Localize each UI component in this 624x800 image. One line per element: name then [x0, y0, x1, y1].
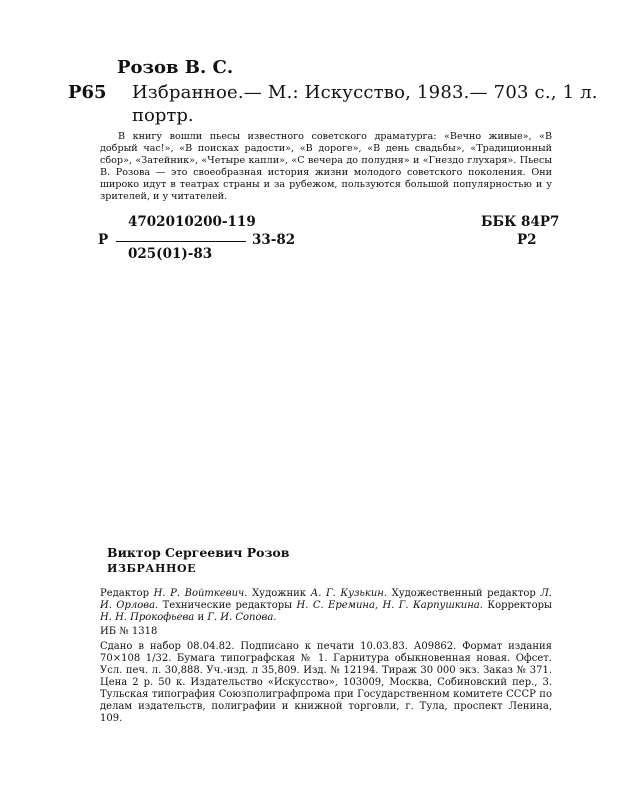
author-heading: Розов В. С.	[117, 57, 234, 78]
proofreader-name-1: Н. Н. Прокофьева	[100, 612, 195, 623]
art-editor-name: Л. И. Орлова.	[100, 588, 552, 611]
art-editor-label: Художественный редактор	[391, 588, 536, 599]
editor-label: Редактор	[100, 588, 149, 599]
editor-name: Н. Р. Войткевич.	[153, 588, 248, 599]
bibliographic-line: Избранное.— М.: Искусство, 1983.— 703 с., 1 л.	[132, 82, 598, 103]
ib-number	[100, 626, 552, 638]
classification-code: Р65	[68, 82, 107, 103]
tech-editors-label: Технические редакторы	[162, 600, 293, 611]
bbk-sub: Р2	[517, 232, 537, 248]
index-letter: Р	[98, 232, 109, 248]
tech-editors-names: Н. С. Еремина, Н. Г. Карпушкина.	[296, 600, 483, 611]
bibliographic-line-2: портр.	[132, 105, 194, 126]
book-title: ИЗБРАННОЕ	[107, 562, 197, 575]
conjunction: и	[197, 612, 205, 623]
full-author-name: Виктор Сергеевич Розов	[107, 545, 290, 560]
artist-label: Художник	[252, 588, 307, 599]
index-right: 33-82	[252, 232, 296, 248]
fraction-line	[116, 241, 246, 242]
annotation	[100, 131, 552, 203]
artist-name: А. Г. Кузькин.	[310, 588, 388, 599]
proofreader-name-2: Г. И. Сопова.	[207, 612, 277, 623]
ib-number-text: ИБ № 1318	[100, 626, 158, 637]
index-denominator: 025(01)-83	[128, 246, 213, 262]
index-numerator: 4702010200-119	[128, 214, 256, 230]
credits	[100, 588, 552, 624]
bbk-code: ББК 84Р7	[481, 214, 560, 230]
proofreaders-label: Корректоры	[487, 600, 552, 611]
annotation-text: В книгу вошли пьесы известного советского драматурга: «Вечно живые», «В добрый час!», «В поисках радости», «В дороге», «В день свадьбы», «Традиционный сбор», «Затейник», «Четыре капли», «С вечера до полудня» и «Гнездо глухаря». Пьесы В. Розова — это своеобразная история жизни молодого советского поколения. Они широко идут в театрах страны и за рубежом, пользуются большой популярностью и у зрителей, и у читателей.	[100, 131, 552, 202]
imprint	[100, 641, 552, 725]
imprint-text: Сдано в набор 08.04.82. Подписано к печати 10.03.83. А09862. Формат издания 70×108 1/32. Бумага типографская № 1. Гарнитура обыкновенная новая. Офсет. Усл. печ. л. 30,888. Уч.-изд. л 35,809. Изд. № 12194. Тираж 30 000 экз. Заказ № 371. Цена 2 р. 50 к. Издательство «Искусство», 103009, Москва, Собиновский пер., 3. Тульская типография Союзполиграфпрома при Государственном комитете СССР по делам издательств, полиграфии и книжной торговли, г. Тула, проспект Ленина, 109.	[100, 641, 552, 724]
